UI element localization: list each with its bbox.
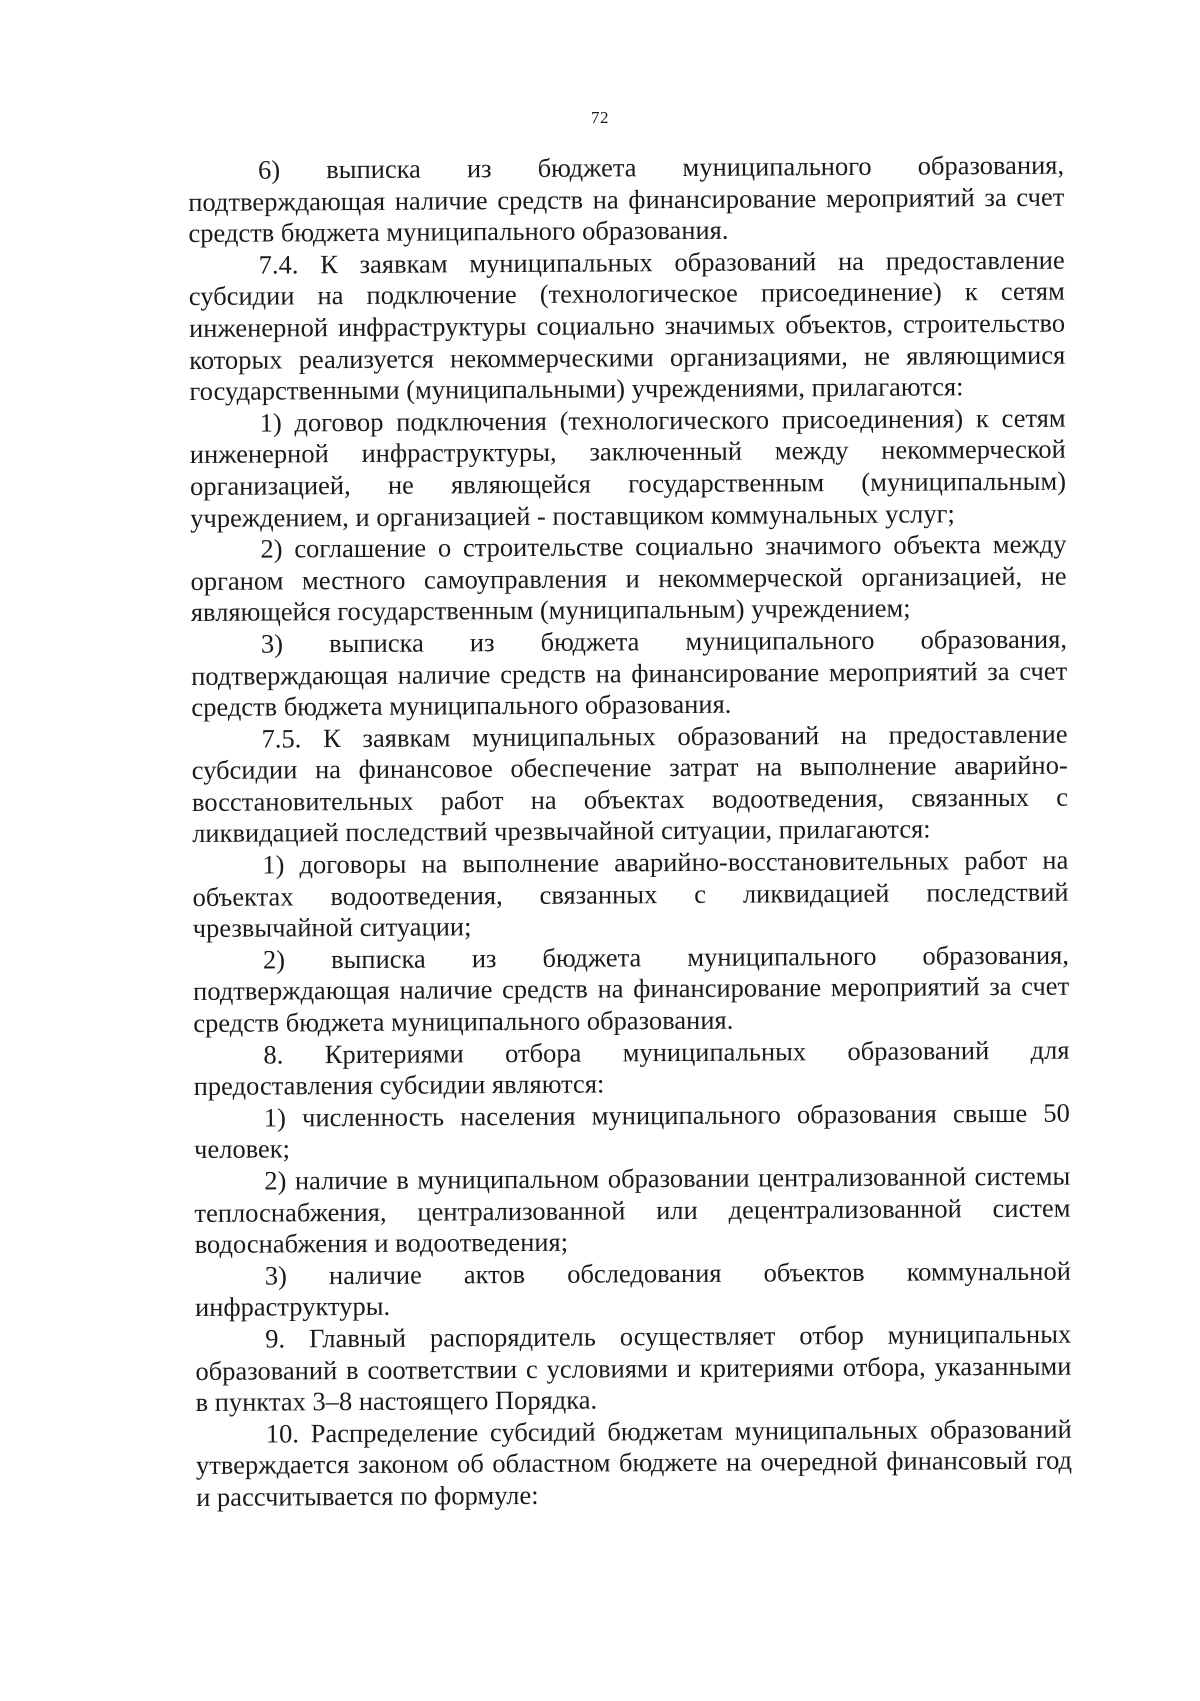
paragraph-8-item-1: 1) численность населения муниципального образования свыше 50 человек; [193,1097,1070,1165]
paragraph-7-5-item-1: 1) договоры на выполнение аварийно-восстановительных работ на объектах водоотведения, связанных с ликвидацией последствий чрезвычайной ситуации; [192,844,1069,944]
page-number: 72 [591,108,609,127]
paragraph-8-item-3: 3) наличие актов обследования объектов коммунальной инфраструктуры. [194,1255,1071,1323]
paragraph-10: 10. Распределение субсидий бюджетам муниципальных образований утверждается законом об областном бюджете на очередной финансовый год и рассчитывается по формуле: [195,1413,1073,1512]
paragraph-8: 8. Критериями отбора муниципальных образований для предоставления субсидии являются: [193,1034,1070,1102]
paragraph-8-item-2: 2) наличие в муниципальном образовании централизованной системы теплоснабжения, централизованной или децентрализованной систем водоснабжения и водоотведения; [194,1160,1071,1260]
paragraph-7-5-item-2: 2) выписка из бюджета муниципального образования, подтверждающая наличие средств на финансирование мероприятий за счет средств бюджета муниципального образования. [193,939,1070,1039]
paragraph-7-4-item-2: 2) соглашение о строительстве социально значимого объекта между органом местного самоуправления и некоммерческой организацией, не являющейся государственным (муниципальным) учреждением; [190,528,1067,628]
paragraph-7-5: 7.5. К заявкам муниципальных образований на предоставление субсидии на финансовое обеспечение затрат на выполнение аварийно-восстановительных работ на объектах водоотведения, связанных с ликвидацией последствий чрезвычайной ситуации, прилагаются: [191,718,1069,849]
paragraph-9: 9. Главный распорядитель осуществляет отбор муниципальных образований в соответствии с условиями и критериями отбора, указанными в пунктах 3–8 настоящего Порядка. [195,1318,1072,1418]
paragraph-7-4-item-1: 1) договор подключения (технологического присоединения) к сетям инженерной инфраструктуры, заключенный между некоммерческой организацией, не являющейся государственным (муниципальным) учреждением, и организацией - поставщиком коммунальных услуг; [189,402,1067,533]
paragraph-7-4-item-3: 3) выписка из бюджета муниципального образования, подтверждающая наличие средств на финансирование мероприятий за счет средств бюджета муниципального образования. [191,623,1068,723]
paragraph-6-statement: 6) выписка из бюджета муниципального образования, подтверждающая наличие средств на финансирование мероприятий за счет средств бюджета муниципального образования. [188,149,1065,249]
document-body [188,150,1072,1514]
paragraph-7-4: 7.4. К заявкам муниципальных образований на предоставление субсидии на подключение (технологическое присоединение) к сетям инженерной инфраструктуры социально значимых объектов, строительство которых реализуется некоммерческими организациями, не являющимися государственными (муниципальными) учреждениями, прилагаются: [188,244,1066,407]
